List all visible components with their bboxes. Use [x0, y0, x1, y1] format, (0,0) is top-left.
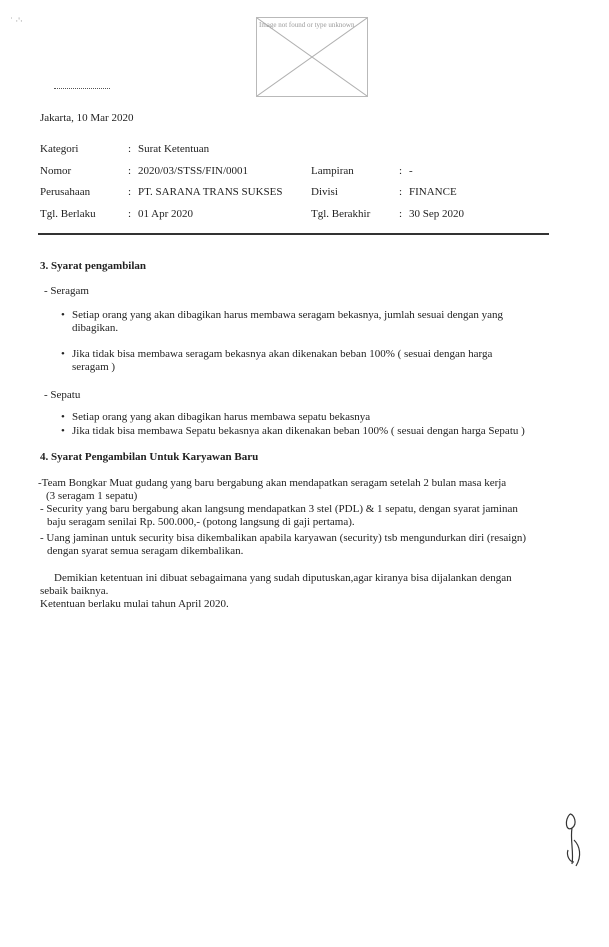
list-item [38, 477, 506, 503]
list-item-line: - Security yang baru bergabung akan langsung mendapatkan 3 stel (PDL) & 1 sepatu, dengan syarat jaminan [40, 503, 518, 515]
list-item-line: seragam ) [72, 361, 116, 373]
meta-colon: : [399, 186, 403, 198]
section3-title: 3. Syarat pengambilan [40, 260, 147, 272]
meta-colon: : [128, 165, 132, 177]
bullet-icon: • [61, 348, 65, 360]
scan-mark: ˙ ·'· [10, 16, 23, 26]
bullet-icon: • [61, 411, 65, 423]
bullet-icon: • [61, 425, 65, 437]
meta-colon: : [399, 165, 403, 177]
list-item-line: dibagikan. [72, 322, 119, 334]
closing-line: Demikian ketentuan ini dibuat sebagaimana yang sudah diputuskan,agar kiranya bisa dijalankan dengan [54, 572, 512, 584]
list-item-line: Jika tidak bisa membawa seragam bekasnya akan dikenakan beban 100% ( sesuai dengan harga [72, 348, 493, 360]
list-item [40, 532, 526, 558]
list-item-line: -Team Bongkar Muat gudang yang baru bergabung akan mendapatkan seragam setelah 2 bulan masa kerja [38, 477, 507, 489]
broken-image-placeholder [256, 17, 368, 97]
dotted-line [54, 88, 110, 89]
meta-lampiran-label: Lampiran [311, 165, 354, 177]
bullet-icon: • [61, 309, 65, 321]
meta-divisi-value: FINANCE [409, 186, 457, 198]
meta-colon: : [399, 208, 403, 220]
list-item [40, 503, 518, 529]
list-item-line: (3 seragam 1 sepatu) [46, 490, 138, 502]
seragam-label: - Seragam [44, 285, 89, 297]
broken-image-icon [257, 18, 367, 96]
sepatu-label: - Sepatu [44, 389, 81, 401]
closing-paragraph [40, 572, 512, 611]
image-alt-text: Image not found or type unknown [259, 21, 355, 29]
closing-line: Ketentuan berlaku mulai tahun April 2020. [40, 598, 229, 610]
list-item-line: baju seragam senilai Rp. 500.000,- (potong langsung di gaji pertama). [47, 516, 355, 528]
closing-line: sebaik baiknya. [40, 585, 109, 597]
meta-tgl-berakhir-label: Tgl. Berakhir [311, 208, 371, 220]
divider [38, 233, 549, 235]
meta-nomor-label: Nomor [40, 165, 72, 177]
meta-kategori-value: Surat Ketentuan [138, 143, 210, 155]
list-item-line: dengan syarat semua seragam dikembalikan. [47, 545, 244, 557]
meta-colon: : [128, 143, 132, 155]
meta-nomor-value: 2020/03/STSS/FIN/0001 [138, 165, 249, 177]
section4-title: 4. Syarat Pengambilan Untuk Karyawan Baru [40, 451, 259, 463]
list-item-text: Setiap orang yang akan dibagikan harus membawa sepatu bekasnya [72, 411, 371, 423]
meta-perusahaan-value: PT. SARANA TRANS SUKSES [138, 186, 283, 198]
list-item-line: - Uang jaminan untuk security bisa dikembalikan apabila karyawan (security) tsb mengundurkan diri (resaign) [40, 532, 526, 544]
list-item-text: Jika tidak bisa membawa Sepatu bekasnya akan dikenakan beban 100% ( sesuai dengan harga Sepatu ) [72, 425, 525, 437]
meta-tgl-berakhir-value: 30 Sep 2020 [409, 208, 464, 220]
meta-tgl-berlaku-value: 01 Apr 2020 [138, 208, 193, 220]
meta-divisi-label: Divisi [311, 186, 338, 198]
meta-lampiran-value: - [409, 165, 413, 177]
meta-colon: : [128, 208, 132, 220]
meta-colon: : [128, 186, 132, 198]
meta-kategori-label: Kategori [40, 143, 79, 155]
place-date: Jakarta, 10 Mar 2020 [40, 112, 134, 124]
meta-perusahaan-label: Perusahaan [40, 186, 91, 198]
list-item-line: Setiap orang yang akan dibagikan harus membawa seragam bekasnya, jumlah sesuai dengan yang [72, 309, 503, 321]
meta-tgl-berlaku-label: Tgl. Berlaku [40, 208, 96, 220]
handwritten-initial [560, 810, 590, 870]
